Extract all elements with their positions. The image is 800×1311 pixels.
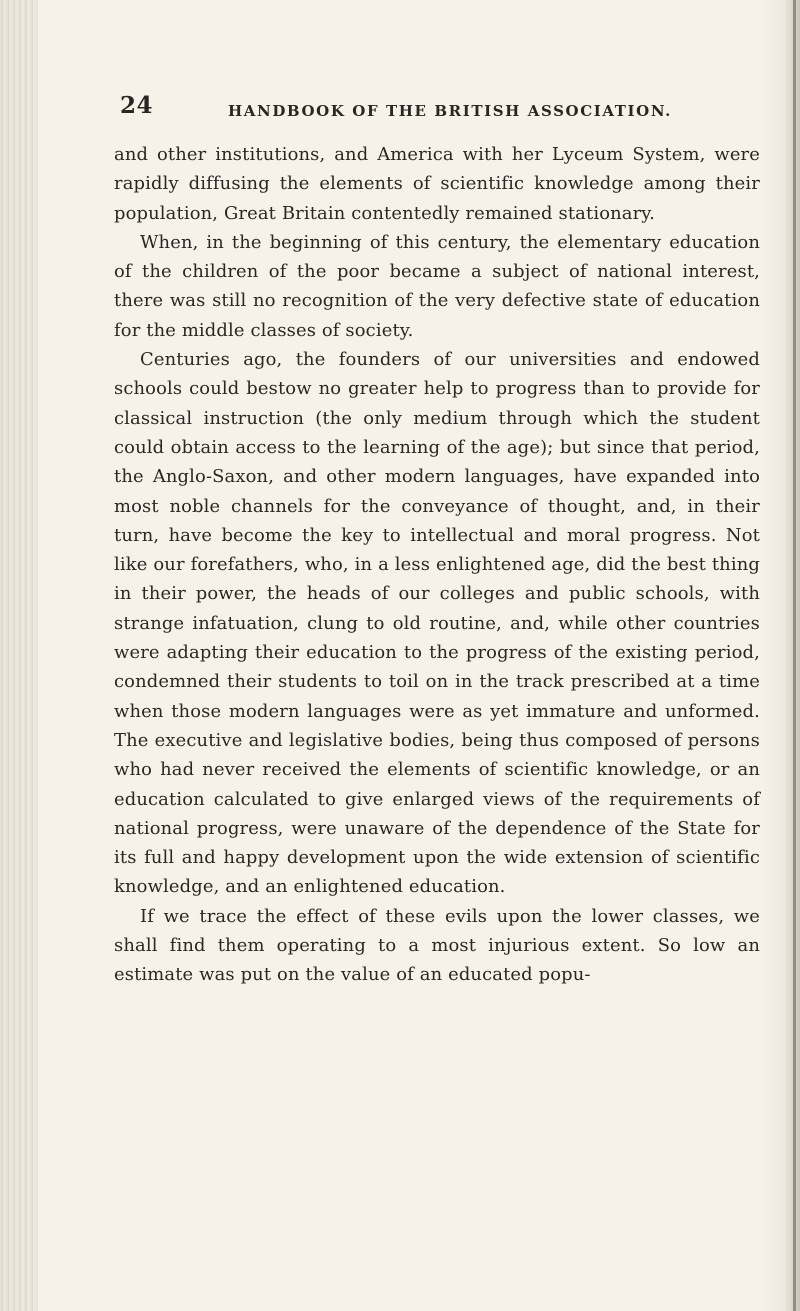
- body-text: [114, 140, 760, 1290]
- page-number: 24: [120, 92, 154, 119]
- paragraph: If we trace the effect of these evils upon the lower classes, we shall find them operating to a most injurious extent. So low an estimate was put on the value of an educated popu-: [114, 905, 760, 986]
- binding-shadow: [793, 0, 796, 1311]
- running-head: HANDBOOK OF THE BRITISH ASSOCIATION.: [228, 102, 673, 120]
- paragraph: Centuries ago, the founders of our universities and endowed schools could bestow no greater help to progress than to provide for classical instruction (the only medium through which the student could obtain access to the learning of the age); but since that period, the Anglo-Saxon, and other modern languages, have expanded into most noble channels for the conveyance of thought, and, in their turn, have become the key to intellectual and moral progress. Not like our forefathers, who, in a less enlightened age, did the best thing in their power, the heads of our colleges and public schools, with strange infatuation, clung to old routine, and, while other countries were adapting their education to the progress of the existing period, condemned their students to toil on in the track prescribed at a time when those modern languages were as yet immature and unformed. The executive and legislative bodies, being thus composed of persons who had never received the elements of scientific knowledge, or an education calculated to give enlarged views of the requirements of national progress, were unaware of the dependence of the State for its full and happy development upon the wide extension of scientific knowledge, and an enlightened education.: [114, 349, 760, 898]
- paragraph: When, in the beginning of this century, the elementary education of the children of the poor became a subject of national interest, there was still no recognition of the very defective state of education for the middle classes of society.: [114, 231, 760, 341]
- page-header: [120, 92, 760, 132]
- page-gutter-edge: [0, 0, 38, 1311]
- paragraph-continued: and other institutions, and America with her Lyceum System, were rapidly diffusing the elements of scientific knowledge among their population, Great Britain contentedly remained stationary.: [114, 144, 760, 224]
